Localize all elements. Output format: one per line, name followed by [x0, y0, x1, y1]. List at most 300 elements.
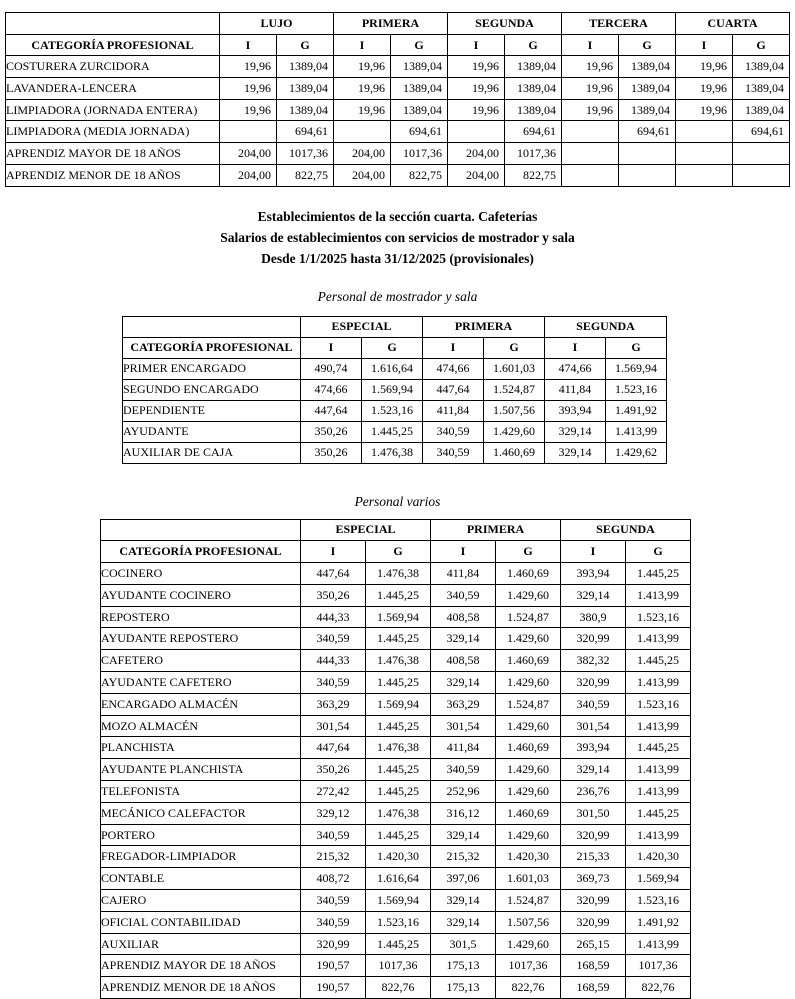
value-cell: 19,96 — [448, 99, 505, 121]
category-cell: PLANCHISTA — [101, 737, 301, 759]
category-cell: COSTURERA ZURCIDORA — [6, 56, 220, 78]
group-header-segunda: SEGUNDA — [545, 316, 667, 337]
value-cell: 340,59 — [423, 442, 484, 463]
value-cell: 19,96 — [448, 56, 505, 78]
value-cell: 411,84 — [431, 737, 496, 759]
value-cell: 490,74 — [301, 358, 362, 379]
value-cell: 1.413,99 — [626, 933, 691, 955]
value-cell: 350,26 — [301, 584, 366, 606]
table-header-groups — [101, 519, 691, 541]
value-cell: 1.429,60 — [496, 715, 561, 737]
subheader-cell-g: G — [366, 541, 431, 563]
table-row — [101, 911, 691, 933]
value-cell: 215,32 — [431, 846, 496, 868]
table-row — [101, 563, 691, 585]
group-header-segunda: SEGUNDA — [561, 519, 691, 541]
value-cell: 447,64 — [423, 379, 484, 400]
value-cell: 1.460,69 — [496, 737, 561, 759]
value-cell: 382,32 — [561, 650, 626, 672]
group-header-especial: ESPECIAL — [301, 316, 423, 337]
value-cell: 1.429,60 — [496, 781, 561, 803]
value-cell: 1.429,60 — [496, 933, 561, 955]
category-cell: APRENDIZ MAYOR DE 18 AÑOS — [101, 955, 301, 977]
table-row — [123, 379, 667, 400]
category-cell: LIMPIADORA (JORNADA ENTERA) — [6, 99, 220, 121]
value-cell: 397,06 — [431, 868, 496, 890]
category-cell: DEPENDIENTE — [123, 400, 301, 421]
value-cell: 1.601,03 — [484, 358, 545, 379]
value-cell: 320,99 — [561, 672, 626, 694]
category-cell: FREGADOR-LIMPIADOR — [101, 846, 301, 868]
subheader-cell-i: I — [334, 34, 391, 56]
value-cell: 1389,04 — [277, 56, 334, 78]
value-cell: 1.601,03 — [496, 868, 561, 890]
value-cell: 1.445,25 — [366, 759, 431, 781]
blank-cell — [676, 143, 733, 165]
subheader-cell-g: G — [626, 541, 691, 563]
category-cell: TELEFONISTA — [101, 781, 301, 803]
value-cell: 204,00 — [448, 143, 505, 165]
value-cell: 1.569,94 — [626, 868, 691, 890]
value-cell: 1.445,25 — [362, 421, 423, 442]
subheader-cell-i: I — [220, 34, 277, 56]
value-cell: 1389,04 — [619, 56, 676, 78]
category-cell: CAFETERO — [101, 650, 301, 672]
value-cell: 1.524,87 — [496, 693, 561, 715]
spacer-cell — [101, 519, 301, 541]
subheader-cell-g: G — [505, 34, 562, 56]
value-cell — [220, 121, 277, 143]
value-cell: 215,33 — [561, 846, 626, 868]
value-cell: 19,96 — [676, 99, 733, 121]
value-cell: 411,84 — [423, 400, 484, 421]
value-cell: 1.429,62 — [606, 442, 667, 463]
value-cell: 1.413,99 — [626, 759, 691, 781]
category-cell: APRENDIZ MAYOR DE 18 AÑOS — [6, 143, 220, 165]
value-cell: 168,59 — [561, 977, 626, 999]
value-cell: 316,12 — [431, 802, 496, 824]
subheader-cell-g: G — [606, 337, 667, 358]
table-row — [101, 693, 691, 715]
category-cell: LAVANDERA-LENCERA — [6, 78, 220, 100]
value-cell: 19,96 — [448, 78, 505, 100]
value-cell: 694,61 — [277, 121, 334, 143]
value-cell: 1.413,99 — [606, 421, 667, 442]
value-cell: 411,84 — [431, 563, 496, 585]
value-cell: 1.507,56 — [496, 911, 561, 933]
category-cell: MECÁNICO CALEFACTOR — [101, 802, 301, 824]
subheader-cell-i: I — [545, 337, 606, 358]
blank-cell — [562, 143, 619, 165]
value-cell: 393,94 — [545, 400, 606, 421]
value-cell: 447,64 — [301, 563, 366, 585]
table-row — [101, 650, 691, 672]
value-cell: 1.420,30 — [626, 846, 691, 868]
value-cell: 19,96 — [562, 99, 619, 121]
value-cell: 329,12 — [301, 802, 366, 824]
value-cell: 340,59 — [301, 890, 366, 912]
value-cell: 444,33 — [301, 606, 366, 628]
blank-cell — [619, 143, 676, 165]
value-cell: 1389,04 — [391, 99, 448, 121]
table-row — [101, 781, 691, 803]
table-row — [101, 715, 691, 737]
value-cell: 1.460,69 — [484, 442, 545, 463]
category-header-cell: CATEGORÍA PROFESIONAL — [101, 541, 301, 563]
section-titles — [0, 206, 795, 269]
table-row — [101, 628, 691, 650]
value-cell: 1017,36 — [626, 955, 691, 977]
table-row — [6, 164, 790, 186]
value-cell — [448, 121, 505, 143]
value-cell: 1.476,38 — [366, 563, 431, 585]
value-cell: 822,75 — [391, 164, 448, 186]
value-cell: 19,96 — [220, 99, 277, 121]
value-cell: 444,33 — [301, 650, 366, 672]
category-cell: MOZO ALMACÉN — [101, 715, 301, 737]
category-cell: PRIMER ENCARGADO — [123, 358, 301, 379]
value-cell: 1.524,87 — [484, 379, 545, 400]
value-cell: 1.429,60 — [496, 759, 561, 781]
subtitle-varios: Personal varios — [0, 491, 795, 512]
value-cell: 1.429,60 — [496, 824, 561, 846]
value-cell: 822,76 — [366, 977, 431, 999]
value-cell: 408,58 — [431, 650, 496, 672]
blank-cell — [733, 164, 790, 186]
group-header-primera: PRIMERA — [334, 13, 448, 35]
value-cell: 19,96 — [220, 56, 277, 78]
blank-cell — [619, 164, 676, 186]
group-header-segunda: SEGUNDA — [448, 13, 562, 35]
value-cell: 329,14 — [431, 824, 496, 846]
table-row — [101, 672, 691, 694]
value-cell: 340,59 — [301, 672, 366, 694]
document-title-line-2: Salarios de establecimientos con servicios de mostrador y sala — [0, 227, 795, 248]
value-cell: 329,14 — [431, 890, 496, 912]
value-cell: 1.569,94 — [606, 358, 667, 379]
category-cell: CAJERO — [101, 890, 301, 912]
value-cell: 1.445,25 — [366, 933, 431, 955]
value-cell: 1.413,99 — [626, 824, 691, 846]
subheader-cell-i: I — [301, 541, 366, 563]
value-cell: 1.460,69 — [496, 802, 561, 824]
value-cell: 301,50 — [561, 802, 626, 824]
table-row — [101, 977, 691, 999]
category-cell: PORTERO — [101, 824, 301, 846]
value-cell: 694,61 — [619, 121, 676, 143]
subheader-cell-i: I — [301, 337, 362, 358]
category-cell: AUXILIAR — [101, 933, 301, 955]
value-cell: 694,61 — [391, 121, 448, 143]
blank-cell — [562, 164, 619, 186]
value-cell: 320,99 — [561, 824, 626, 846]
table-row — [101, 759, 691, 781]
value-cell: 1389,04 — [733, 56, 790, 78]
value-cell: 1.460,69 — [496, 650, 561, 672]
value-cell: 1.523,16 — [626, 890, 691, 912]
table-row — [123, 442, 667, 463]
value-cell: 447,64 — [301, 400, 362, 421]
blank-cell — [676, 164, 733, 186]
value-cell: 215,32 — [301, 846, 366, 868]
table-row — [101, 868, 691, 890]
value-cell: 1389,04 — [733, 78, 790, 100]
value-cell: 1.523,16 — [362, 400, 423, 421]
table-row — [6, 56, 790, 78]
category-header-cell: CATEGORÍA PROFESIONAL — [123, 337, 301, 358]
value-cell: 1.445,25 — [626, 737, 691, 759]
value-cell: 19,96 — [334, 99, 391, 121]
subheader-cell-g: G — [391, 34, 448, 56]
value-cell: 1017,36 — [496, 955, 561, 977]
subheader-cell-i: I — [448, 34, 505, 56]
value-cell: 204,00 — [220, 164, 277, 186]
category-cell: ENCARGADO ALMACÉN — [101, 693, 301, 715]
value-cell: 1.616,64 — [362, 358, 423, 379]
value-cell: 1.445,25 — [626, 650, 691, 672]
salary-table-categories — [5, 12, 790, 187]
value-cell: 1.429,60 — [496, 628, 561, 650]
value-cell: 1.420,30 — [496, 846, 561, 868]
value-cell: 190,57 — [301, 977, 366, 999]
value-cell: 1.569,94 — [366, 890, 431, 912]
value-cell: 1.429,60 — [496, 672, 561, 694]
value-cell: 474,66 — [545, 358, 606, 379]
value-cell: 340,59 — [423, 421, 484, 442]
value-cell: 204,00 — [334, 164, 391, 186]
spacer-cell — [6, 13, 220, 35]
table-header-columns — [101, 541, 691, 563]
category-cell: APRENDIZ MENOR DE 18 AÑOS — [6, 164, 220, 186]
table-row — [123, 400, 667, 421]
value-cell: 1.507,56 — [484, 400, 545, 421]
value-cell: 380,9 — [561, 606, 626, 628]
category-cell: AYUDANTE CAFETERO — [101, 672, 301, 694]
value-cell: 1.445,25 — [626, 563, 691, 585]
value-cell: 329,14 — [561, 759, 626, 781]
value-cell: 1389,04 — [277, 99, 334, 121]
value-cell: 340,59 — [301, 824, 366, 846]
value-cell: 1.413,99 — [626, 715, 691, 737]
value-cell: 1389,04 — [733, 99, 790, 121]
subheader-cell-g: G — [362, 337, 423, 358]
value-cell: 1.524,87 — [496, 606, 561, 628]
value-cell: 393,94 — [561, 563, 626, 585]
category-cell: COCINERO — [101, 563, 301, 585]
value-cell: 350,26 — [301, 759, 366, 781]
value-cell: 1.429,60 — [496, 584, 561, 606]
value-cell: 369,73 — [561, 868, 626, 890]
table-row — [123, 421, 667, 442]
spacer-cell — [123, 316, 301, 337]
table-header-columns — [6, 34, 790, 56]
value-cell: 822,75 — [505, 164, 562, 186]
category-cell: CONTABLE — [101, 868, 301, 890]
value-cell: 252,96 — [431, 781, 496, 803]
subheader-cell-i: I — [561, 541, 626, 563]
value-cell: 301,5 — [431, 933, 496, 955]
value-cell: 1.616,64 — [366, 868, 431, 890]
group-header-primera: PRIMERA — [431, 519, 561, 541]
value-cell: 1.569,94 — [366, 693, 431, 715]
category-cell: AYUDANTE PLANCHISTA — [101, 759, 301, 781]
value-cell: 272,42 — [301, 781, 366, 803]
value-cell: 1.413,99 — [626, 781, 691, 803]
value-cell: 329,14 — [561, 584, 626, 606]
value-cell: 1.445,25 — [626, 802, 691, 824]
value-cell: 1.413,99 — [626, 584, 691, 606]
salary-table-mostrador — [122, 316, 667, 464]
value-cell: 1.569,94 — [362, 379, 423, 400]
value-cell — [562, 121, 619, 143]
value-cell: 1389,04 — [619, 99, 676, 121]
value-cell: 1.569,94 — [366, 606, 431, 628]
value-cell: 1017,36 — [505, 143, 562, 165]
value-cell: 411,84 — [545, 379, 606, 400]
table-row — [6, 121, 790, 143]
value-cell: 19,96 — [334, 56, 391, 78]
value-cell: 1.524,87 — [496, 890, 561, 912]
subheader-cell-g: G — [484, 337, 545, 358]
value-cell: 19,96 — [220, 78, 277, 100]
document-page — [0, 12, 795, 999]
salary-table-varios — [100, 519, 691, 999]
value-cell: 320,99 — [561, 911, 626, 933]
value-cell: 204,00 — [220, 143, 277, 165]
value-cell: 301,54 — [561, 715, 626, 737]
document-title-line-3: Desde 1/1/2025 hasta 31/12/2025 (provisionales) — [0, 248, 795, 269]
value-cell: 329,14 — [545, 421, 606, 442]
value-cell: 694,61 — [733, 121, 790, 143]
value-cell: 1.445,25 — [366, 824, 431, 846]
value-cell: 474,66 — [423, 358, 484, 379]
value-cell: 474,66 — [301, 379, 362, 400]
value-cell: 822,76 — [626, 977, 691, 999]
table-row — [6, 78, 790, 100]
value-cell: 1389,04 — [277, 78, 334, 100]
value-cell: 1.413,99 — [626, 628, 691, 650]
value-cell: 168,59 — [561, 955, 626, 977]
value-cell: 1017,36 — [391, 143, 448, 165]
value-cell: 301,54 — [431, 715, 496, 737]
value-cell: 204,00 — [448, 164, 505, 186]
subheader-cell-g: G — [496, 541, 561, 563]
value-cell: 204,00 — [334, 143, 391, 165]
value-cell: 1.460,69 — [496, 563, 561, 585]
value-cell: 1.429,60 — [484, 421, 545, 442]
value-cell: 19,96 — [334, 78, 391, 100]
value-cell: 1389,04 — [391, 56, 448, 78]
value-cell: 1.445,25 — [366, 672, 431, 694]
value-cell: 1389,04 — [505, 99, 562, 121]
value-cell: 265,15 — [561, 933, 626, 955]
category-cell: AYUDANTE REPOSTERO — [101, 628, 301, 650]
value-cell — [676, 121, 733, 143]
category-cell: AYUDANTE COCINERO — [101, 584, 301, 606]
value-cell: 329,14 — [431, 672, 496, 694]
value-cell: 350,26 — [301, 421, 362, 442]
table-row — [101, 955, 691, 977]
value-cell: 393,94 — [561, 737, 626, 759]
table-header-columns — [123, 337, 667, 358]
subheader-cell-i: I — [431, 541, 496, 563]
value-cell: 408,72 — [301, 868, 366, 890]
value-cell: 408,58 — [431, 606, 496, 628]
table-header-groups — [123, 316, 667, 337]
document-title-line-1: Establecimientos de la sección cuarta. Cafeterías — [0, 206, 795, 227]
subtitle-mostrador: Personal de mostrador y sala — [0, 286, 795, 307]
category-cell: APRENDIZ MENOR DE 18 AÑOS — [101, 977, 301, 999]
value-cell: 1.445,25 — [366, 628, 431, 650]
value-cell: 329,14 — [545, 442, 606, 463]
value-cell: 694,61 — [505, 121, 562, 143]
value-cell: 1.523,16 — [366, 911, 431, 933]
value-cell: 340,59 — [431, 759, 496, 781]
value-cell: 1389,04 — [505, 56, 562, 78]
table-row — [101, 824, 691, 846]
category-cell: OFICIAL CONTABILIDAD — [101, 911, 301, 933]
value-cell: 363,29 — [431, 693, 496, 715]
group-header-primera: PRIMERA — [423, 316, 545, 337]
category-cell: AYUDANTE — [123, 421, 301, 442]
value-cell: 340,59 — [561, 693, 626, 715]
value-cell: 329,14 — [431, 628, 496, 650]
value-cell: 175,13 — [431, 955, 496, 977]
table-row — [101, 584, 691, 606]
value-cell: 320,99 — [561, 890, 626, 912]
table-header-groups — [6, 13, 790, 35]
value-cell: 19,96 — [562, 56, 619, 78]
value-cell: 301,54 — [301, 715, 366, 737]
subheader-cell-g: G — [277, 34, 334, 56]
value-cell: 1.445,25 — [366, 715, 431, 737]
category-cell: SEGUNDO ENCARGADO — [123, 379, 301, 400]
value-cell: 1389,04 — [619, 78, 676, 100]
value-cell: 19,96 — [562, 78, 619, 100]
value-cell: 1.491,92 — [626, 911, 691, 933]
value-cell: 1389,04 — [505, 78, 562, 100]
subheader-cell-g: G — [619, 34, 676, 56]
value-cell: 1.523,16 — [606, 379, 667, 400]
value-cell: 822,76 — [496, 977, 561, 999]
value-cell: 320,99 — [561, 628, 626, 650]
category-cell: AUXILIAR DE CAJA — [123, 442, 301, 463]
group-header-especial: ESPECIAL — [301, 519, 431, 541]
value-cell: 1389,04 — [391, 78, 448, 100]
value-cell: 1.491,92 — [606, 400, 667, 421]
value-cell: 19,96 — [676, 78, 733, 100]
value-cell: 1.420,30 — [366, 846, 431, 868]
group-header-cuarta: CUARTA — [676, 13, 790, 35]
value-cell: 1.523,16 — [626, 693, 691, 715]
value-cell: 1.445,25 — [366, 781, 431, 803]
group-header-lujo: LUJO — [220, 13, 334, 35]
category-header-cell: CATEGORÍA PROFESIONAL — [6, 34, 220, 56]
table-row — [101, 802, 691, 824]
value-cell: 822,75 — [277, 164, 334, 186]
value-cell: 236,76 — [561, 781, 626, 803]
subheader-cell-g: G — [733, 34, 790, 56]
value-cell: 1.476,38 — [362, 442, 423, 463]
table-row — [101, 737, 691, 759]
table-row — [6, 99, 790, 121]
value-cell: 1.476,38 — [366, 737, 431, 759]
value-cell — [334, 121, 391, 143]
blank-cell — [733, 143, 790, 165]
value-cell: 1017,36 — [366, 955, 431, 977]
subheader-cell-i: I — [676, 34, 733, 56]
subheader-cell-i: I — [562, 34, 619, 56]
